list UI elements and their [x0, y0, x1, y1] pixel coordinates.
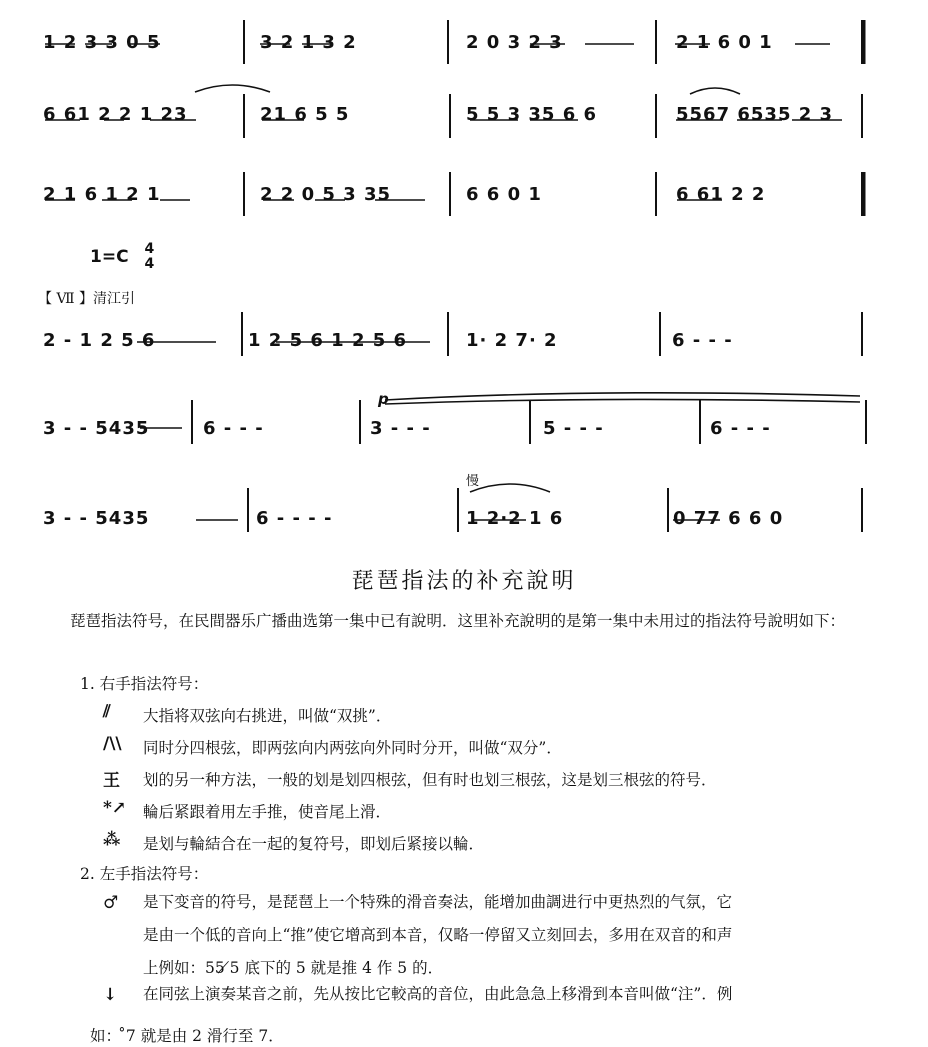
measure-group: 3 - - 5435	[43, 418, 150, 439]
key-signature	[90, 242, 154, 272]
desc-line: 在同弦上演奏某音之前，先从按比它較高的音位，由此急急上移滑到本音叫做“注”．例	[143, 985, 733, 1003]
three-string-strum-icon: 王	[103, 771, 120, 791]
time-bottom: 4	[144, 256, 155, 272]
measure-group: 1 2·2 1 6	[466, 508, 564, 529]
score-row-5	[38, 390, 868, 474]
section-heading: 【 Ⅶ 】清江引	[38, 291, 135, 307]
key-label: 1=C	[90, 247, 129, 267]
measure-group: 2 0 3 2 3	[466, 32, 563, 53]
measure-group: 1 2 3 3 0 5	[43, 32, 161, 53]
right-hand-heading: 1. 右手指法符号：	[80, 675, 209, 693]
tremolo-push-icon: *↗	[103, 798, 127, 818]
measure-group: 0 77 6 6 0	[673, 508, 784, 529]
desc-line: 是下变音的符号，是琵琶上一个特殊的滑音奏法，能增加曲調进行中更热烈的气氛，它	[143, 893, 733, 911]
measure-group: 6 6 0 1	[466, 184, 542, 205]
score-row-2	[38, 90, 868, 160]
tie-slur	[470, 484, 550, 492]
score-row-1	[38, 18, 868, 88]
fingering-desc: 是划与輪結合在一起的复符号，即划后紧接以輪．	[143, 835, 485, 853]
cut-off-line: 如： ̊7 就是由 2 滑行至 7．	[90, 1027, 284, 1045]
desc-line: 是由一个低的音向上“推”使它增高到本音，仅略一停留又立刻回去，多用在双音的和声	[143, 926, 733, 944]
slide-down-arrow-icon: ↓	[103, 985, 118, 1005]
measure-group: 3 2 1 3 2	[260, 32, 357, 53]
page-title: 琵琶指法的补充說明	[351, 569, 577, 594]
left-hand-heading: 2. 左手指法符号：	[80, 865, 209, 883]
measure-group: 2 1 6 1 2 1	[43, 184, 161, 205]
score-row-4	[38, 316, 868, 386]
measure-group: 2 - 1 2 5 6	[43, 330, 156, 351]
time-signature	[144, 242, 154, 272]
measure-group: 6 61 2 2 1 23	[43, 104, 188, 125]
desc-line: 上例如：55 ̸5 底下的 5 就是推 4 作 5 的．	[143, 959, 444, 977]
double-split-icon: /\\	[103, 734, 122, 754]
tempo-mark: 慢	[466, 474, 480, 489]
down-bend-icon: ♂	[103, 893, 119, 913]
double-tick-icon: ⫽	[103, 702, 111, 722]
measure-group: 6 - - -	[203, 418, 264, 439]
measure-group: 5 5 3 35 6 6	[466, 104, 598, 125]
fingering-desc: 輪后紧跟着用左手推，使音尾上滑．	[143, 803, 392, 821]
measure-group: 6 - - -	[672, 330, 733, 351]
measure-group: 1· 2 7· 2	[466, 330, 558, 351]
measure-group: 6 - - - -	[256, 508, 333, 529]
intro-paragraph: 琵琶指法符号，在民間器乐广播曲选第一集中已有說明．这里补充說明的是第一集中未用过的指法符号說明如下：	[70, 612, 846, 630]
measure-group: 2 1 6 0 1	[676, 32, 773, 53]
score-row-6	[38, 474, 868, 564]
measure-group: 1 2 5 6 1 2 5 6	[248, 330, 408, 351]
fingering-desc: 划的另一种方法，一般的划是划四根弦，但有时也划三根弦，这是划三根弦的符号．	[143, 771, 717, 789]
time-top: 4	[144, 241, 155, 257]
measure-group: 3 - - -	[370, 418, 431, 439]
score-row-3	[38, 170, 868, 240]
measure-group: 3 - - 5435	[43, 508, 150, 529]
fingering-desc: 大指将双弦向右挑进，叫做“双挑”．	[143, 707, 392, 725]
measure-group: 6 61 2 2	[676, 184, 766, 205]
measure-group: 5567 6535 2 3	[676, 104, 834, 125]
fingering-desc-multi	[143, 886, 883, 985]
dynamic-mark: p	[378, 390, 389, 408]
measure-group: 6 - - -	[710, 418, 771, 439]
fingering-desc: 同时分四根弦，即两弦向内两弦向外同时分开，叫做“双分”．	[143, 739, 562, 757]
fingering-desc-multi	[143, 978, 883, 1011]
measure-group: 5 - - -	[543, 418, 604, 439]
measure-group: 2 2 0 5 3 35	[260, 184, 392, 205]
strum-tremolo-icon: ⁂	[103, 830, 121, 850]
measure-group: 21 6 5 5	[260, 104, 350, 125]
